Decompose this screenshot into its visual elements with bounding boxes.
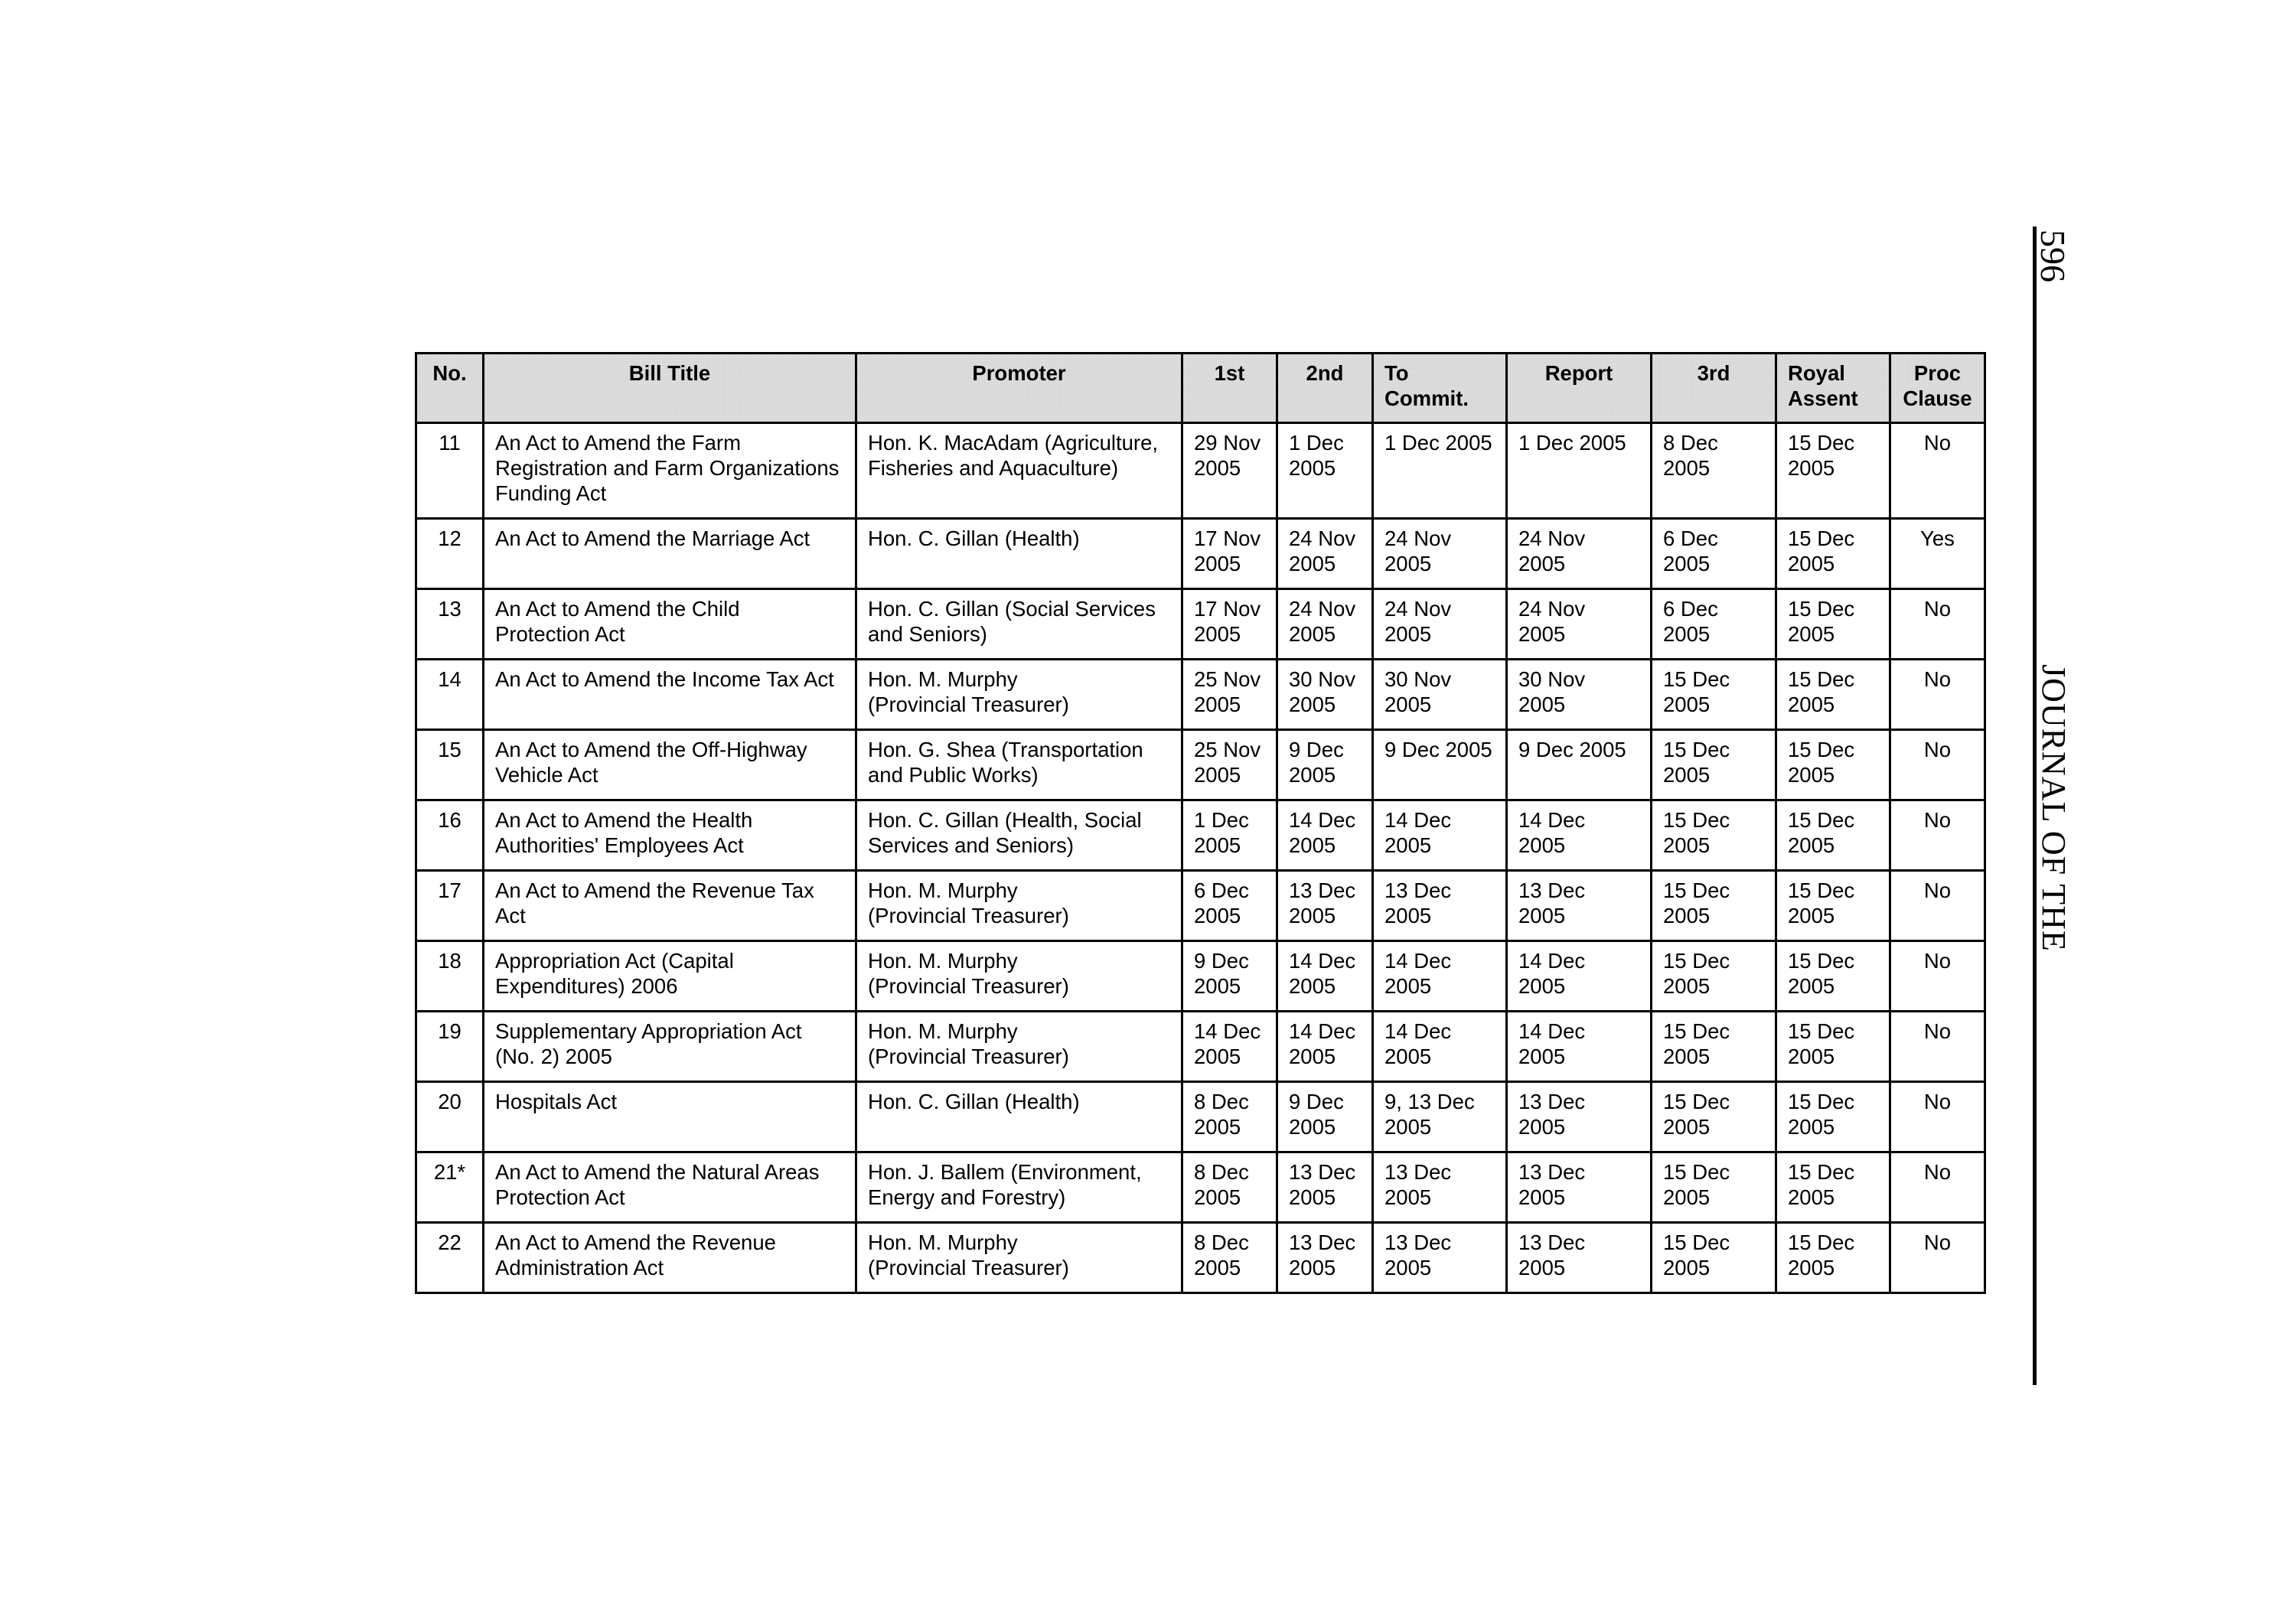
cell-committee-date: 13 Dec 2005 (1373, 1223, 1507, 1293)
cell-bill-number: 18 (416, 941, 484, 1012)
column-header-proc-clause: Proc Clause (1890, 354, 1985, 423)
cell-royal-assent-date: 15 Dec 2005 (1776, 1152, 1890, 1223)
cell-third-reading-date: 15 Dec 2005 (1652, 1082, 1776, 1152)
cell-proc-clause: No (1890, 800, 1985, 871)
cell-royal-assent-date: 15 Dec 2005 (1776, 519, 1890, 589)
cell-report-date: 24 Nov 2005 (1507, 519, 1652, 589)
cell-bill-number: 16 (416, 800, 484, 871)
cell-second-reading-date: 9 Dec 2005 (1277, 730, 1373, 800)
cell-bill-title: An Act to Amend the Off-Highway Vehicle Act (484, 730, 856, 800)
cell-royal-assent-date: 15 Dec 2005 (1776, 871, 1890, 941)
table-row (416, 660, 1985, 730)
cell-first-reading-date: 17 Nov 2005 (1182, 589, 1277, 660)
column-header-report: Report (1507, 354, 1652, 423)
cell-bill-number: 12 (416, 519, 484, 589)
cell-third-reading-date: 15 Dec 2005 (1652, 871, 1776, 941)
cell-promoter: Hon. M. Murphy (Provincial Treasurer) (856, 1223, 1182, 1293)
cell-second-reading-date: 1 Dec 2005 (1277, 423, 1373, 519)
cell-report-date: 14 Dec 2005 (1507, 1012, 1652, 1082)
cell-royal-assent-date: 15 Dec 2005 (1776, 941, 1890, 1012)
table-row (416, 519, 1985, 589)
cell-bill-title: An Act to Amend the Revenue Administration Act (484, 1223, 856, 1293)
table-row (416, 1152, 1985, 1223)
cell-third-reading-date: 6 Dec 2005 (1652, 519, 1776, 589)
cell-report-date: 30 Nov 2005 (1507, 660, 1652, 730)
cell-proc-clause: No (1890, 423, 1985, 519)
cell-royal-assent-date: 15 Dec 2005 (1776, 1223, 1890, 1293)
cell-bill-title: An Act to Amend the Marriage Act (484, 519, 856, 589)
table-row (416, 589, 1985, 660)
cell-promoter: Hon. M. Murphy (Provincial Treasurer) (856, 1012, 1182, 1082)
cell-first-reading-date: 14 Dec 2005 (1182, 1012, 1277, 1082)
cell-promoter: Hon. C. Gillan (Social Services and Seniors) (856, 589, 1182, 660)
cell-first-reading-date: 6 Dec 2005 (1182, 871, 1277, 941)
cell-royal-assent-date: 15 Dec 2005 (1776, 423, 1890, 519)
cell-royal-assent-date: 15 Dec 2005 (1776, 800, 1890, 871)
cell-bill-number: 22 (416, 1223, 484, 1293)
column-header-bill-title: Bill Title (484, 354, 856, 423)
cell-second-reading-date: 24 Nov 2005 (1277, 519, 1373, 589)
cell-bill-number: 11 (416, 423, 484, 519)
cell-bill-number: 21* (416, 1152, 484, 1223)
column-header-no: No. (416, 354, 484, 423)
cell-promoter: Hon. M. Murphy (Provincial Treasurer) (856, 871, 1182, 941)
cell-first-reading-date: 8 Dec 2005 (1182, 1223, 1277, 1293)
cell-royal-assent-date: 15 Dec 2005 (1776, 730, 1890, 800)
table-row (416, 1012, 1985, 1082)
table-row (416, 800, 1985, 871)
cell-proc-clause: No (1890, 1152, 1985, 1223)
cell-bill-title: An Act to Amend the Health Authorities' Employees Act (484, 800, 856, 871)
cell-first-reading-date: 9 Dec 2005 (1182, 941, 1277, 1012)
column-header-royal-assent: Royal Assent (1776, 354, 1890, 423)
cell-second-reading-date: 14 Dec 2005 (1277, 941, 1373, 1012)
cell-royal-assent-date: 15 Dec 2005 (1776, 589, 1890, 660)
table-row (416, 730, 1985, 800)
column-header-promoter: Promoter (856, 354, 1182, 423)
table-row (416, 941, 1985, 1012)
cell-first-reading-date: 25 Nov 2005 (1182, 660, 1277, 730)
cell-second-reading-date: 24 Nov 2005 (1277, 589, 1373, 660)
cell-third-reading-date: 15 Dec 2005 (1652, 730, 1776, 800)
cell-committee-date: 30 Nov 2005 (1373, 660, 1507, 730)
cell-proc-clause: No (1890, 1012, 1985, 1082)
cell-royal-assent-date: 15 Dec 2005 (1776, 660, 1890, 730)
cell-bill-title: An Act to Amend the Farm Registration and Farm Organizations Funding Act (484, 423, 856, 519)
cell-first-reading-date: 1 Dec 2005 (1182, 800, 1277, 871)
cell-bill-number: 20 (416, 1082, 484, 1152)
cell-second-reading-date: 13 Dec 2005 (1277, 1223, 1373, 1293)
column-header-to-committee: To Commit. (1373, 354, 1507, 423)
cell-second-reading-date: 13 Dec 2005 (1277, 1152, 1373, 1223)
cell-committee-date: 24 Nov 2005 (1373, 519, 1507, 589)
column-header-second-reading: 2nd (1277, 354, 1373, 423)
table-row (416, 423, 1985, 519)
cell-first-reading-date: 17 Nov 2005 (1182, 519, 1277, 589)
column-header-third-reading: 3rd (1652, 354, 1776, 423)
cell-promoter: Hon. J. Ballem (Environment, Energy and Forestry) (856, 1152, 1182, 1223)
cell-proc-clause: No (1890, 589, 1985, 660)
cell-report-date: 24 Nov 2005 (1507, 589, 1652, 660)
bills-table (415, 352, 1986, 1294)
cell-report-date: 14 Dec 2005 (1507, 941, 1652, 1012)
cell-first-reading-date: 29 Nov 2005 (1182, 423, 1277, 519)
cell-bill-number: 14 (416, 660, 484, 730)
cell-bill-title: Hospitals Act (484, 1082, 856, 1152)
cell-bill-number: 13 (416, 589, 484, 660)
cell-bill-title: Appropriation Act (Capital Expenditures) 2006 (484, 941, 856, 1012)
cell-report-date: 1 Dec 2005 (1507, 423, 1652, 519)
cell-royal-assent-date: 15 Dec 2005 (1776, 1012, 1890, 1082)
cell-bill-number: 17 (416, 871, 484, 941)
cell-report-date: 13 Dec 2005 (1507, 1082, 1652, 1152)
column-header-first-reading: 1st (1182, 354, 1277, 423)
cell-report-date: 14 Dec 2005 (1507, 800, 1652, 871)
cell-bill-title: An Act to Amend the Revenue Tax Act (484, 871, 856, 941)
cell-committee-date: 13 Dec 2005 (1373, 871, 1507, 941)
cell-promoter: Hon. M. Murphy (Provincial Treasurer) (856, 660, 1182, 730)
cell-proc-clause: No (1890, 1082, 1985, 1152)
cell-third-reading-date: 15 Dec 2005 (1652, 660, 1776, 730)
cell-second-reading-date: 14 Dec 2005 (1277, 800, 1373, 871)
cell-report-date: 9 Dec 2005 (1507, 730, 1652, 800)
cell-promoter: Hon. G. Shea (Transportation and Public Works) (856, 730, 1182, 800)
cell-promoter: Hon. K. MacAdam (Agriculture, Fisheries and Aquaculture) (856, 423, 1182, 519)
cell-third-reading-date: 15 Dec 2005 (1652, 800, 1776, 871)
table-row (416, 1082, 1985, 1152)
cell-first-reading-date: 8 Dec 2005 (1182, 1082, 1277, 1152)
cell-promoter: Hon. M. Murphy (Provincial Treasurer) (856, 941, 1182, 1012)
cell-second-reading-date: 13 Dec 2005 (1277, 871, 1373, 941)
cell-bill-number: 15 (416, 730, 484, 800)
cell-committee-date: 24 Nov 2005 (1373, 589, 1507, 660)
cell-third-reading-date: 15 Dec 2005 (1652, 1223, 1776, 1293)
cell-promoter: Hon. C. Gillan (Health, Social Services and Seniors) (856, 800, 1182, 871)
cell-proc-clause: No (1890, 730, 1985, 800)
cell-committee-date: 13 Dec 2005 (1373, 1152, 1507, 1223)
page-number: 596 (2033, 230, 2073, 282)
cell-proc-clause: No (1890, 871, 1985, 941)
cell-committee-date: 1 Dec 2005 (1373, 423, 1507, 519)
cell-report-date: 13 Dec 2005 (1507, 871, 1652, 941)
cell-promoter: Hon. C. Gillan (Health) (856, 519, 1182, 589)
table-row (416, 871, 1985, 941)
cell-proc-clause: No (1890, 1223, 1985, 1293)
cell-committee-date: 14 Dec 2005 (1373, 1012, 1507, 1082)
cell-third-reading-date: 15 Dec 2005 (1652, 1152, 1776, 1223)
cell-committee-date: 9, 13 Dec 2005 (1373, 1082, 1507, 1152)
cell-bill-title: An Act to Amend the Child Protection Act (484, 589, 856, 660)
cell-promoter: Hon. C. Gillan (Health) (856, 1082, 1182, 1152)
table-header-row (416, 354, 1985, 423)
cell-proc-clause: No (1890, 660, 1985, 730)
cell-third-reading-date: 15 Dec 2005 (1652, 1012, 1776, 1082)
cell-second-reading-date: 9 Dec 2005 (1277, 1082, 1373, 1152)
cell-proc-clause: No (1890, 941, 1985, 1012)
cell-first-reading-date: 8 Dec 2005 (1182, 1152, 1277, 1223)
cell-bill-number: 19 (416, 1012, 484, 1082)
cell-royal-assent-date: 15 Dec 2005 (1776, 1082, 1890, 1152)
cell-committee-date: 9 Dec 2005 (1373, 730, 1507, 800)
cell-third-reading-date: 15 Dec 2005 (1652, 941, 1776, 1012)
cell-third-reading-date: 6 Dec 2005 (1652, 589, 1776, 660)
running-title: JOURNAL OF THE (2035, 664, 2073, 952)
cell-first-reading-date: 25 Nov 2005 (1182, 730, 1277, 800)
cell-bill-title: An Act to Amend the Income Tax Act (484, 660, 856, 730)
cell-second-reading-date: 30 Nov 2005 (1277, 660, 1373, 730)
cell-bill-title: Supplementary Appropriation Act (No. 2) 2005 (484, 1012, 856, 1082)
cell-second-reading-date: 14 Dec 2005 (1277, 1012, 1373, 1082)
cell-report-date: 13 Dec 2005 (1507, 1152, 1652, 1223)
cell-committee-date: 14 Dec 2005 (1373, 800, 1507, 871)
cell-bill-title: An Act to Amend the Natural Areas Protection Act (484, 1152, 856, 1223)
table-body (416, 423, 1985, 1293)
table-row (416, 1223, 1985, 1293)
cell-committee-date: 14 Dec 2005 (1373, 941, 1507, 1012)
cell-proc-clause: Yes (1890, 519, 1985, 589)
cell-report-date: 13 Dec 2005 (1507, 1223, 1652, 1293)
cell-third-reading-date: 8 Dec 2005 (1652, 423, 1776, 519)
